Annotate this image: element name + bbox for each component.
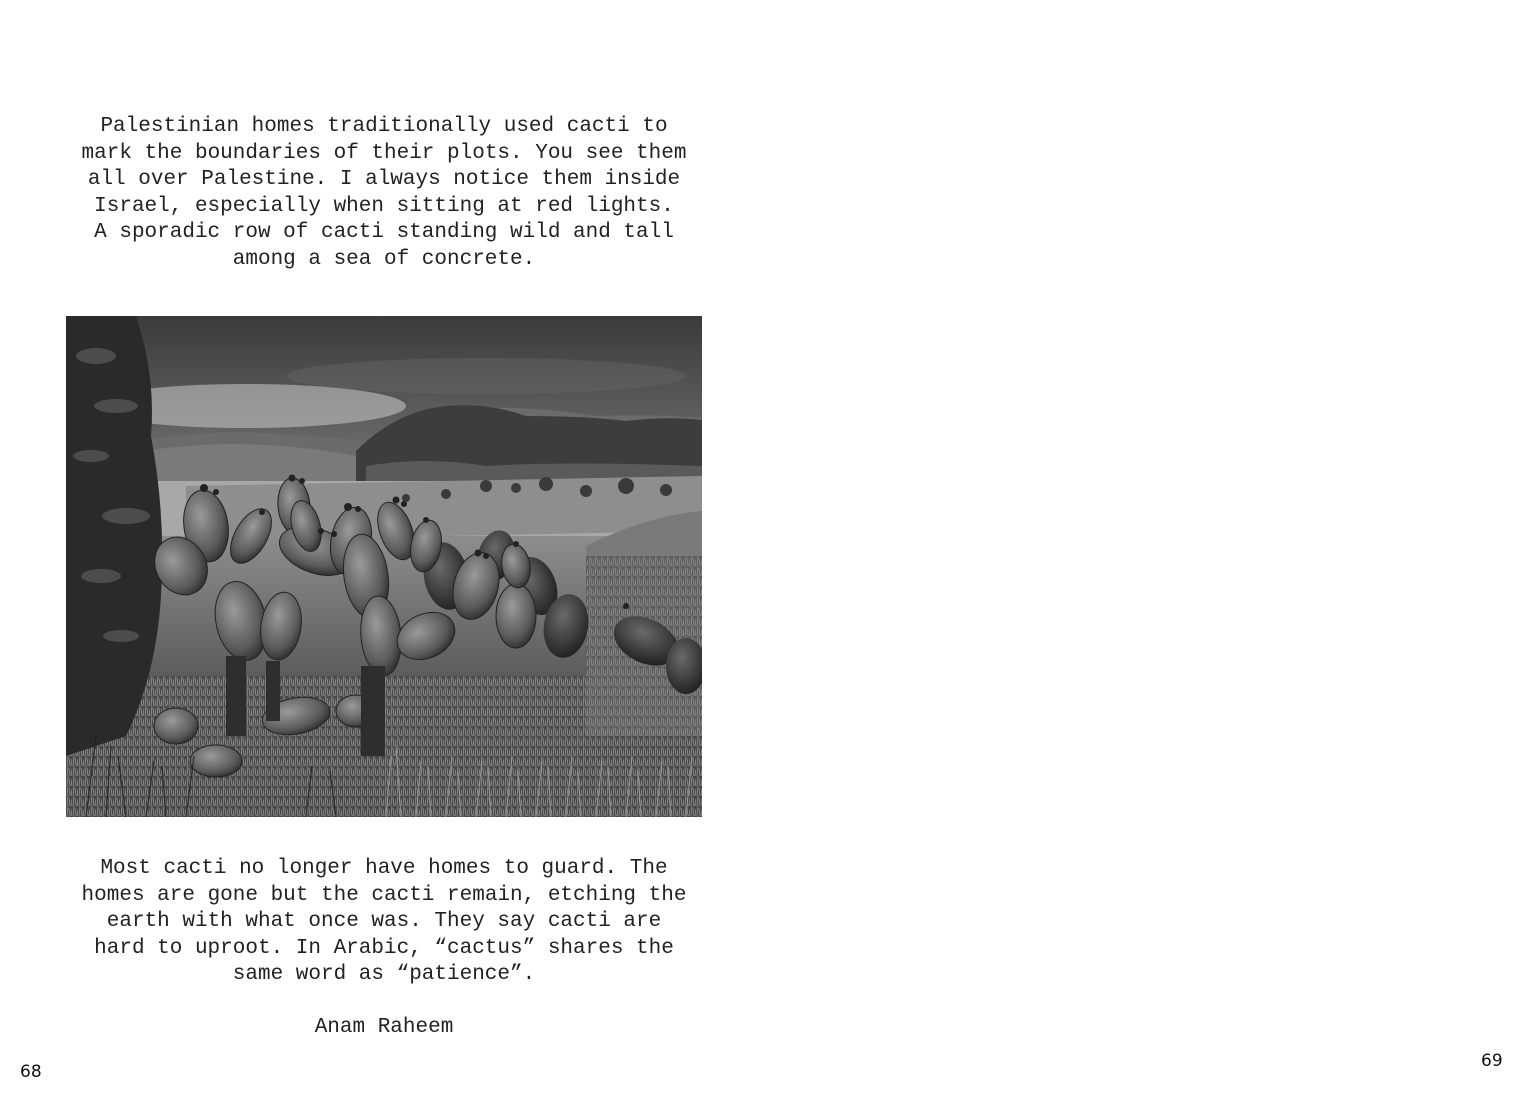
intro-line: A sporadic row of cacti standing wild and tall xyxy=(94,221,674,244)
intro-line: all over Palestine. I always notice them inside xyxy=(87,168,681,191)
closing-paragraph xyxy=(60,856,708,989)
intro-line: mark the boundaries of their plots. You see them xyxy=(81,141,687,165)
author-name: Anam Raheem xyxy=(314,1016,454,1039)
intro-line: Israel, especially when sitting at red lights. xyxy=(94,194,674,218)
intro-paragraph xyxy=(60,114,708,273)
intro-line: Palestinian homes traditionally used cacti to xyxy=(100,115,668,138)
page-number-right: 69 xyxy=(1481,1051,1503,1071)
closing-line: Most cacti no longer have homes to guard. The xyxy=(100,857,668,880)
page-number-left: 68 xyxy=(20,1062,42,1082)
closing-line: hard to uproot. In Arabic, “cactus” shares the xyxy=(94,936,674,960)
closing-line: homes are gone but the cacti remain, etching the xyxy=(81,883,687,907)
intro-line: among a sea of concrete. xyxy=(232,247,536,271)
right-page xyxy=(768,0,1536,1099)
closing-line: same word as “patience”. xyxy=(232,963,536,986)
closing-line: earth with what once was. They say cacti are xyxy=(106,910,662,933)
cactus-landscape-photo xyxy=(66,316,702,817)
